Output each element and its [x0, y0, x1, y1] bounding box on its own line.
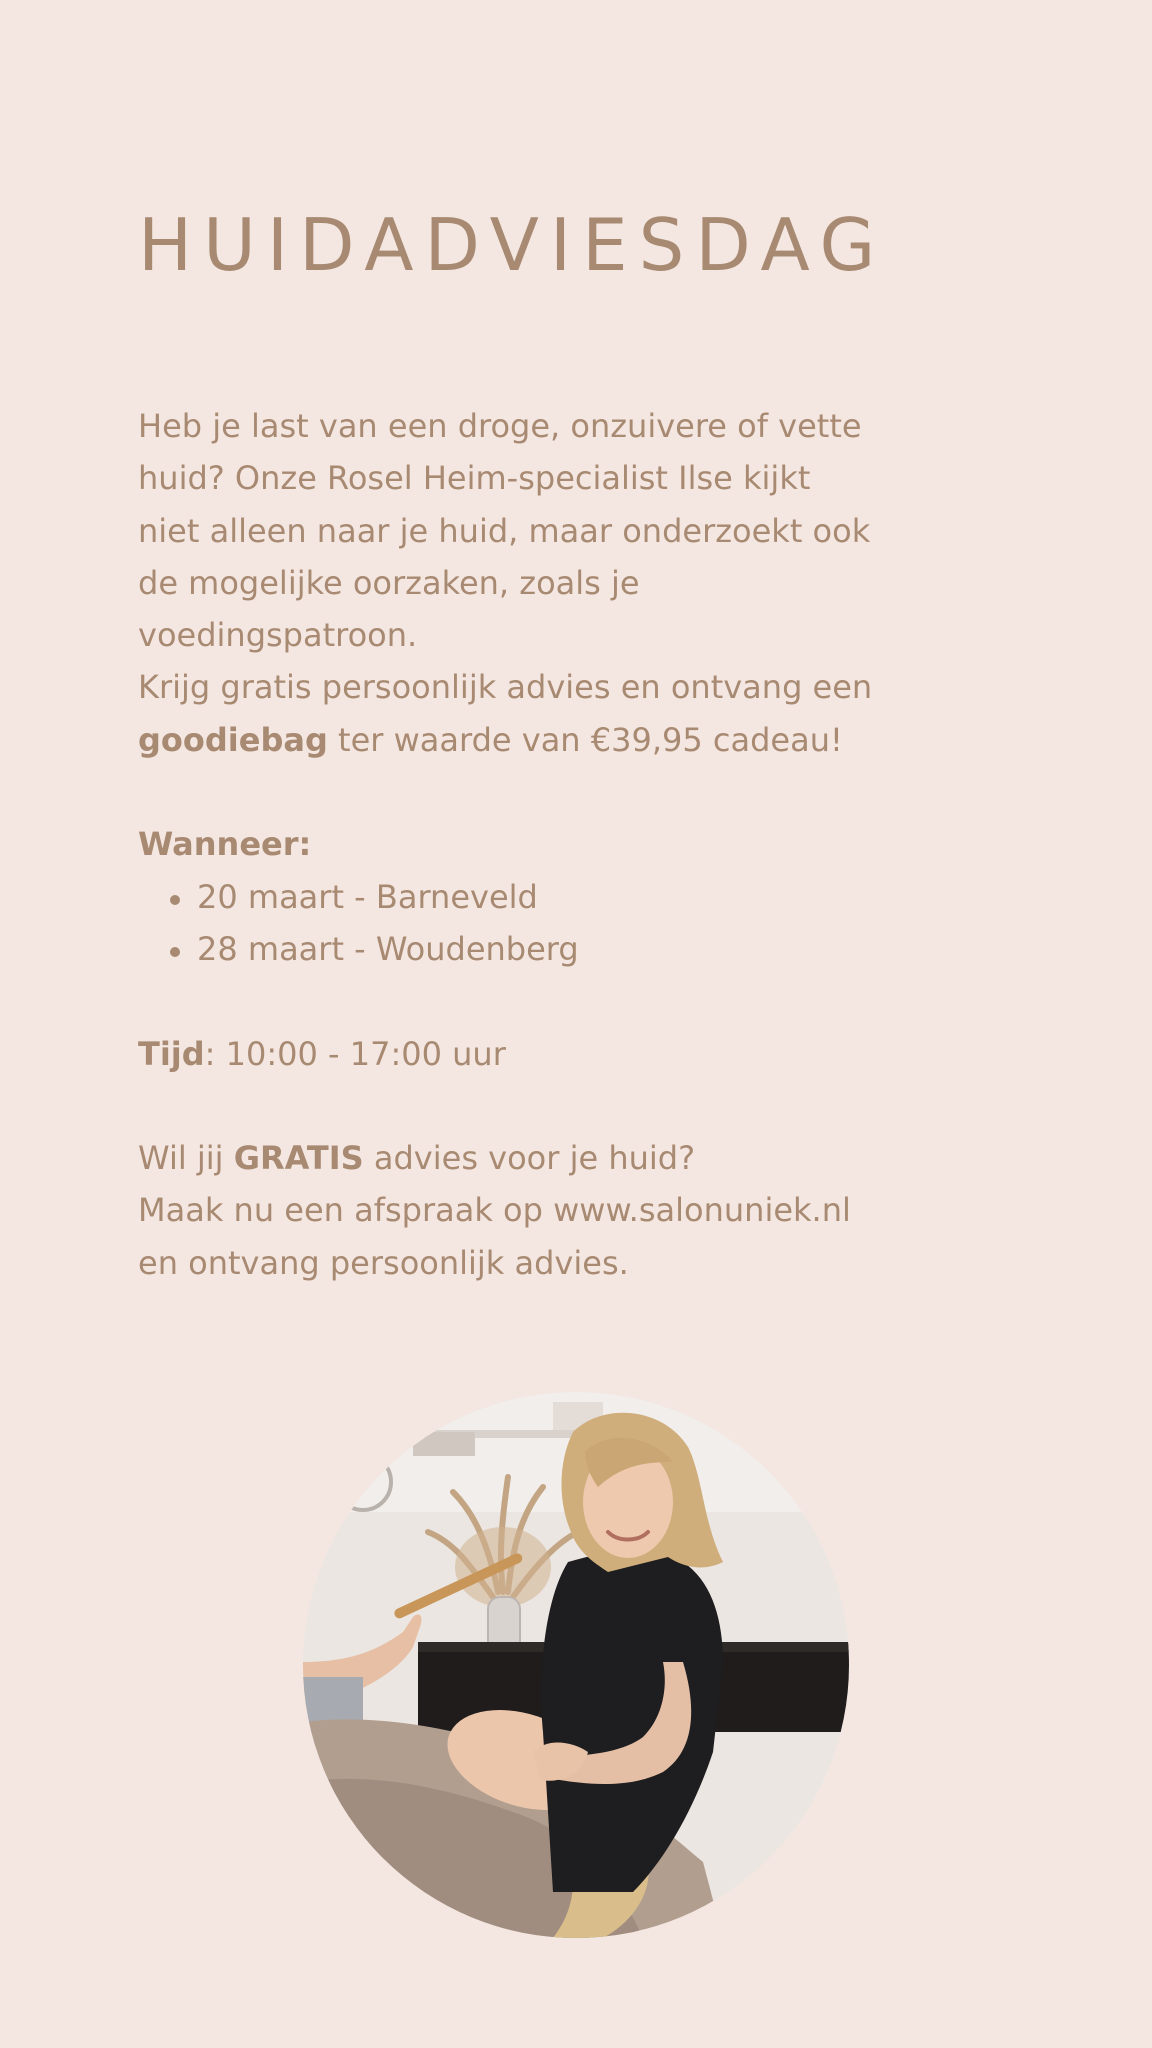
intro-line: Heb je last van een droge, onzuivere of vette	[138, 407, 862, 445]
cta-text: en ontvang persoonlijk advies.	[138, 1243, 629, 1282]
page-title: HUIDADVIESDAG	[138, 203, 887, 287]
date-location: 28 maart - Woudenberg	[197, 929, 579, 968]
gratis-emphasis: GRATIS	[233, 1139, 364, 1178]
time-value: : 10:00 - 17:00 uur	[204, 1034, 506, 1073]
treatment-photo	[303, 1392, 849, 1938]
date-location: 20 maart - Barneveld	[197, 877, 538, 916]
spacer	[138, 1080, 958, 1132]
photo-illustration	[303, 1392, 849, 1938]
time-label: Tijd	[138, 1034, 205, 1073]
when-heading: Wanneer:	[138, 825, 312, 864]
intro-line: ter waarde van €39,95 cadeau!	[327, 720, 843, 759]
cta-text: advies voor je huid?	[363, 1139, 696, 1178]
time-line	[138, 1028, 958, 1080]
dates-list	[138, 871, 958, 976]
intro-paragraph	[138, 400, 958, 766]
intro-line: Krijg gratis persoonlijk advies en ontvang een	[138, 668, 873, 707]
intro-line: huid? Onze Rosel Heim-specialist Ilse kijkt	[138, 459, 811, 498]
cta-paragraph	[138, 1132, 958, 1289]
bullet-icon	[170, 895, 180, 905]
main-content	[138, 400, 958, 1289]
cta-website-line: Maak nu een afspraak op www.salonuniek.nl	[138, 1191, 851, 1230]
list-item	[138, 871, 958, 923]
list-item	[138, 923, 958, 975]
intro-line: de mogelijke oorzaken, zoals je	[138, 563, 640, 602]
intro-line: niet alleen naar je huid, maar onderzoekt ook	[138, 511, 871, 550]
cta-text: Wil jij	[138, 1139, 234, 1178]
spacer	[138, 975, 958, 1027]
bullet-icon	[170, 947, 180, 957]
intro-line: voedingspatroon.	[138, 616, 418, 655]
spacer	[138, 766, 958, 818]
goodiebag-emphasis: goodiebag	[138, 720, 328, 759]
